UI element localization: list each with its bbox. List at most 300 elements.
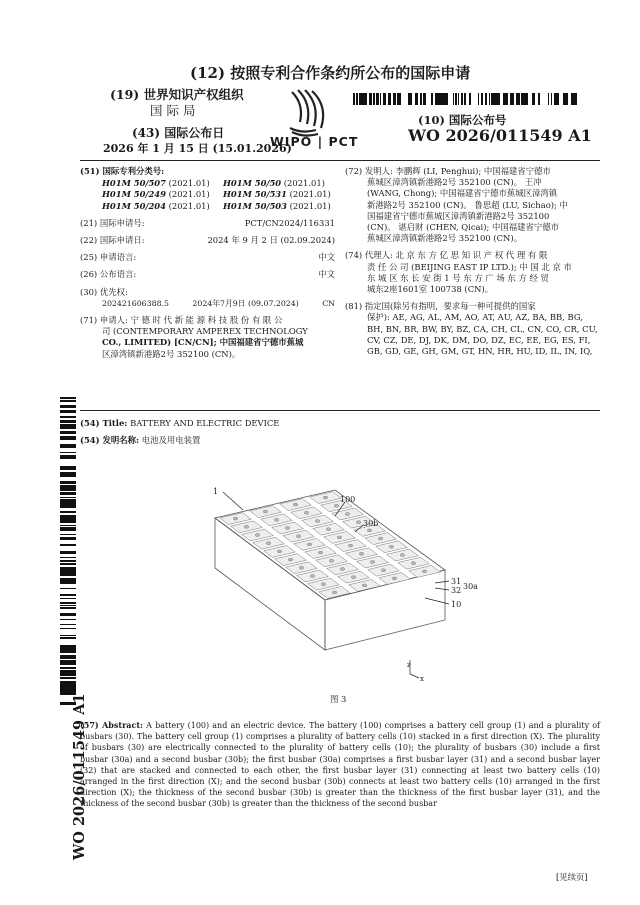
cell-vent — [362, 584, 366, 587]
designated-text-3: BH, BN, BR, BW, BY, BZ, CA, CH, CL, CN, CO, CR, CU, — [367, 323, 598, 334]
pubdate-value: 2026 年 1 月 15 日 (15.01.2026) — [103, 142, 292, 155]
side-barcode-bar — [60, 506, 76, 508]
barcode-bar — [408, 93, 410, 105]
barcode-bar — [353, 93, 354, 105]
side-barcode-bar — [60, 529, 76, 531]
side-barcode-bar — [60, 687, 76, 688]
side-barcode-bar — [60, 410, 76, 411]
barcode-bar — [364, 93, 366, 105]
barcode-bar — [564, 93, 566, 105]
priority-country: CN — [322, 298, 335, 308]
barcode-bar — [575, 93, 576, 105]
side-barcode-bar — [60, 569, 76, 570]
side-barcode-bar — [60, 438, 76, 440]
side-barcode-bar — [60, 422, 76, 423]
side-barcode-bar — [60, 485, 76, 486]
side-barcode-bar — [60, 534, 76, 535]
side-barcode-bar — [60, 437, 76, 438]
barcode-bar — [456, 93, 457, 105]
cell-vent — [378, 537, 382, 540]
cell-vent — [307, 543, 311, 546]
barcode-bar — [510, 93, 511, 105]
barcode-bar — [390, 93, 391, 105]
side-barcode-bar — [60, 446, 76, 448]
designated-text-1: (除另有指明，要求每一种可提供的国家 — [389, 301, 536, 312]
side-barcode-bar — [60, 605, 76, 606]
agent-label: (74) 代理人: — [345, 250, 393, 261]
side-barcode-bar — [60, 628, 76, 629]
cell-vent — [348, 544, 352, 547]
applicant-text-3: CO., LIMITED) [CN/CN]; 中国福建省宁德市蕉城 — [102, 337, 304, 348]
barcode-bar — [556, 93, 558, 105]
side-barcode-bar — [60, 598, 76, 599]
barcode-bar — [485, 93, 487, 105]
barcode-bar — [532, 93, 534, 105]
pubdate-label: (43) 国际公布日 — [132, 126, 225, 140]
side-barcode-bar — [60, 521, 76, 523]
barcode-bar — [519, 93, 520, 105]
side-barcode-bar — [60, 467, 76, 469]
cell-vent — [285, 527, 289, 530]
side-barcode-bar — [60, 502, 76, 503]
side-barcode-bar — [60, 560, 76, 562]
barcode-bar — [576, 93, 577, 105]
side-barcode-bar — [60, 494, 76, 495]
barcode-bar — [393, 93, 395, 105]
applang-row — [80, 252, 335, 263]
side-barcode-bar — [60, 690, 76, 691]
side-barcode-bar — [60, 685, 76, 687]
barcode-bar — [493, 93, 495, 105]
barcode-bar — [432, 93, 433, 105]
priority-row — [80, 298, 335, 309]
side-barcode-bar — [60, 424, 76, 426]
inventors-block — [345, 166, 600, 244]
barcode-bar — [435, 93, 437, 105]
side-barcode-bar — [60, 551, 76, 552]
cn-title-label: (54) 发明名称: — [80, 435, 140, 445]
publang-label: (26) 公布语言: — [80, 269, 137, 280]
side-barcode-bar — [60, 655, 76, 656]
side-barcode-bar — [60, 475, 76, 477]
side-barcode-bar — [60, 433, 76, 434]
side-barcode-bar — [60, 581, 76, 582]
cell-vent — [334, 504, 338, 507]
barcode-bar — [395, 93, 396, 105]
barcode-bar — [370, 93, 372, 105]
barcode-bar — [563, 93, 564, 105]
label-32: 32 — [451, 586, 462, 595]
barcode-bar — [551, 93, 552, 105]
label-31: 31 — [451, 577, 462, 586]
barcode-bar — [380, 93, 381, 105]
barcode-bar — [518, 93, 519, 105]
label-30a: 30a — [463, 582, 478, 591]
barcode-bar — [366, 93, 367, 105]
side-barcode-bar — [60, 411, 76, 412]
inventors-text-7: 蕉城区漳湾镇新港路2号 352100 (CN)。 — [367, 233, 523, 244]
cell-vent — [266, 542, 270, 545]
cell-vent — [233, 517, 237, 520]
barcode-bar — [440, 93, 441, 105]
barcode-bar — [373, 93, 375, 105]
barcode-bar — [507, 93, 508, 105]
side-barcode-bar — [60, 469, 76, 470]
barcode-bar — [513, 93, 514, 105]
inventors-text-1: 李鹏辉 (LI, Penghui); 中国福建省宁德市 — [395, 166, 551, 176]
barcode-bar — [539, 93, 540, 105]
leader-1 — [223, 492, 243, 510]
barcode-bar — [571, 93, 573, 105]
barcode-bar — [538, 93, 539, 105]
barcode-bar — [439, 93, 440, 105]
cell-vent — [411, 562, 415, 565]
side-barcode-bar — [60, 420, 76, 422]
title-cn — [80, 435, 200, 446]
agent-text-2: 责 任 公 司 (BEIJING EAST IP LTD.); 中 国 北 京 市 — [367, 261, 572, 272]
side-barcode-bar — [60, 649, 76, 650]
side-barcode-bar — [60, 661, 76, 663]
ipc-code: H01M 50/503 (2021.01) — [223, 200, 331, 211]
barcode-bar — [464, 93, 466, 105]
inventors-text-2: 蕉城区漳湾镇新港路2号 352100 (CN)。 王冲 — [367, 177, 542, 188]
side-barcode-bar — [60, 660, 76, 661]
side-barcode-bar — [60, 486, 76, 488]
cell-vent — [422, 570, 426, 573]
cell-vent — [293, 503, 297, 506]
inventors-text-3: (WANG, Chong); 中国福建省宁德市蕉城区漳湾镇 — [367, 188, 558, 199]
designated-label: (81) 指定国 — [345, 301, 390, 312]
barcode-bar — [354, 93, 355, 105]
side-barcode — [60, 395, 76, 705]
barcode-bar — [397, 93, 398, 105]
barcode-bar — [388, 93, 389, 105]
axis-x-line — [410, 674, 419, 678]
side-barcode-bar — [60, 583, 76, 584]
side-barcode-bar — [60, 563, 76, 565]
appno-label: (21) 国际申请号: — [80, 217, 145, 228]
barcode-bar — [443, 93, 444, 105]
title-label: (54) Title: — [80, 418, 128, 428]
appdate-label: (22) 国际申请日: — [80, 235, 145, 246]
agent-block — [345, 250, 600, 295]
org-bureau: 国 际 局 — [150, 103, 196, 118]
cell-vent — [400, 554, 404, 557]
side-barcode-bar — [60, 670, 76, 672]
barcode-bar — [423, 93, 425, 105]
side-barcode-bar — [60, 570, 76, 572]
inventors-label: (72) 发明人: — [345, 166, 393, 176]
barcode-bar — [511, 93, 512, 105]
side-barcode-bar — [60, 517, 76, 519]
barcode — [352, 90, 577, 102]
side-barcode-bar — [60, 667, 76, 669]
applang-value: 中文 — [318, 252, 335, 263]
designated-text-5: GB, GD, GE, GH, GM, GT, HN, HR, HU, ID, IL, IN, IQ, — [367, 346, 593, 357]
barcode-bar — [447, 93, 448, 105]
side-barcode-bar — [60, 537, 76, 539]
agent-text-1: 北 京 东 方 亿 思 知 识 产 权 代 理 有 限 — [395, 250, 548, 261]
side-barcode-bar — [60, 481, 76, 483]
barcode-bar — [495, 93, 496, 105]
figure — [195, 470, 480, 690]
cell-vent — [315, 520, 319, 523]
cell-vent — [359, 552, 363, 555]
cell-vent — [318, 551, 322, 554]
side-barcode-bar — [60, 489, 76, 491]
barcode-bar — [420, 93, 422, 105]
ipc-code: H01M 50/507 (2021.01) — [102, 178, 210, 189]
title-rule — [80, 410, 600, 411]
pubnum-value: WO 2026/011549 A1 — [408, 126, 592, 145]
side-barcode-bar — [60, 688, 76, 690]
barcode-bar — [523, 93, 525, 105]
side-barcode-bar — [60, 452, 76, 453]
abstract-label: (57) Abstract: — [80, 720, 144, 730]
barcode-bar — [525, 93, 526, 105]
pubnum-label: (10) 国际公布号 — [418, 113, 507, 127]
side-barcode-bar — [60, 412, 76, 413]
side-barcode-bar — [60, 445, 76, 446]
barcode-bar — [505, 93, 507, 105]
barcode-bar — [356, 93, 358, 105]
side-barcode-bar — [60, 683, 76, 685]
applicant-label: (71) 申请人: — [80, 315, 128, 326]
publang-value: 中文 — [318, 269, 335, 280]
side-barcode-bar — [60, 511, 76, 513]
side-barcode-bar — [60, 431, 76, 433]
barcode-bar — [383, 93, 384, 105]
barcode-bar — [431, 93, 432, 105]
barcode-bar — [526, 93, 528, 105]
abstract — [80, 720, 600, 810]
side-barcode-bar — [60, 557, 76, 558]
side-barcode-bar — [60, 544, 76, 546]
side-barcode-bar — [60, 572, 76, 574]
label-1: 1 — [213, 487, 219, 496]
barcode-bar — [411, 93, 412, 105]
cell-vent — [296, 535, 300, 538]
side-barcode-bar — [60, 488, 76, 489]
leader-31 — [435, 581, 449, 583]
inventors-text-4: 新港路2号 352100 (CN)。 鲁思超 (LU, Sichao); 中 — [367, 199, 568, 210]
side-barcode-graphic — [60, 395, 76, 705]
barcode-bar — [461, 93, 463, 105]
barcode-bar — [377, 93, 379, 105]
cell-vent — [381, 569, 385, 572]
side-barcode-bar — [60, 624, 76, 625]
barcode-bar — [455, 93, 456, 105]
barcode-bar — [491, 93, 493, 105]
barcode-bar — [534, 93, 535, 105]
side-barcode-bar — [60, 650, 76, 652]
barcode-bar — [496, 93, 497, 105]
side-barcode-bar — [60, 503, 76, 504]
side-barcode-bar — [60, 428, 76, 429]
applicant-text-2: 司 (CONTEMPORARY AMPEREX TECHNOLOGY — [102, 326, 308, 337]
barcode-bar — [446, 93, 447, 105]
label-10: 10 — [451, 600, 462, 609]
cell-vent — [321, 583, 325, 586]
ipc-list — [80, 178, 335, 212]
barcode-bar — [516, 93, 518, 105]
abstract-text: A battery (100) and an electric device. The battery (100) comprises a battery cell group (1) and a plurality of busbars (30). The battery cell group (1) comprises a plurality of battery cells (10) stacked in a first direction (X). The plurality of busbars (30) are electrically connected to the plurality of battery cells (10); the plurality of busbars (30) include a first busbar (30a) and a second busbar (30b); the first busbar (30a) comprises a first busbar layer (31) and a second busbar layer (32) that are stacked and connected to each other, the first busbar layer (31) connecting at least two battery cells (10) arranged in the first direction (X); and the second busbar (30b) connects at least two battery cells (10) arranged in the first direction (X); the thickness of the second busbar (30b) is greater than the thickness of the first busbar layer (31), and the thickness of the second busbar (30b) is greater than the thickness of the second busbar — [80, 721, 601, 809]
cell-vent — [340, 568, 344, 571]
ipc-label: (51) 国际专利分类号: — [80, 166, 165, 176]
ipc-code: H01M 50/249 (2021.01) — [102, 189, 210, 200]
barcode-bar — [574, 93, 575, 105]
label-100: 100 — [340, 495, 356, 504]
side-barcode-bar — [60, 483, 76, 484]
cell-vent — [389, 545, 393, 548]
agent-text-4: 城东2座1601室 100738 (CN)。 — [367, 284, 494, 295]
ipc-code: H01M 50/50 (2021.01) — [223, 178, 325, 189]
barcode-bar — [573, 93, 574, 105]
barcode-bar — [361, 93, 362, 105]
barcode-bar — [503, 93, 505, 105]
side-barcode-bar — [60, 436, 76, 437]
side-barcode-bar — [60, 663, 76, 665]
barcode-bar — [521, 93, 523, 105]
appno-value: PCT/CN2024/116331 — [244, 217, 335, 228]
side-barcode-bar — [60, 677, 76, 679]
side-barcode-bar — [60, 504, 76, 506]
title-en — [80, 418, 279, 429]
ipc-row — [102, 189, 335, 200]
label-axis-z: z — [407, 661, 411, 669]
side-barcode-bar — [60, 645, 76, 647]
barcode-bar — [478, 93, 479, 105]
cell-vent — [263, 510, 267, 513]
cell-vent — [299, 566, 303, 569]
side-barcode-bar — [60, 397, 76, 399]
side-barcode-bar — [60, 672, 76, 673]
barcode-bar — [415, 93, 416, 105]
designated-text-2: 保护): AE, AG, AL, AM, AO, AT, AU, AZ, BA, BB, BG, — [367, 312, 583, 323]
side-barcode-bar — [60, 525, 76, 526]
barcode-bar — [566, 93, 567, 105]
side-barcode-bar — [60, 492, 76, 494]
side-barcode-bar — [60, 519, 76, 521]
cell-vent — [367, 529, 371, 532]
appdate-row — [80, 235, 335, 246]
side-barcode-bar — [60, 588, 76, 589]
side-barcode-bar — [60, 497, 76, 498]
side-barcode-bar — [60, 681, 76, 683]
barcode-bar — [398, 93, 399, 105]
cell-vent — [288, 558, 292, 561]
side-barcode-bar — [60, 455, 76, 457]
applang-label: (25) 申请语言: — [80, 252, 137, 263]
applicant-text-4: 区漳湾镇新港路2号 352100 (CN)。 — [102, 348, 241, 359]
side-barcode-bar — [60, 416, 76, 418]
cell-vent — [370, 561, 374, 564]
figure-caption: 图 3 — [330, 694, 347, 704]
right-column — [345, 166, 600, 357]
cell-vent — [351, 576, 355, 579]
side-barcode-bar — [60, 472, 76, 473]
side-barcode-bar — [60, 656, 76, 657]
side-barcode-bar — [60, 473, 76, 475]
org-name: (19) 世界知识产权组织 — [110, 87, 244, 102]
side-barcode-bar — [60, 401, 76, 402]
side-barcode-bar — [60, 675, 76, 676]
document-title: (12) 按照专利合作条约所公布的国际申请 — [190, 64, 471, 82]
barcode-bar — [453, 93, 454, 105]
barcode-bar — [499, 93, 500, 105]
barcode-bar — [489, 93, 490, 105]
agent-text-3: 东 城 区 东 长 安 街 1 号 东 方 广 场 东 方 经 贸 — [367, 272, 549, 283]
barcode-bar — [376, 93, 377, 105]
priority-number: 202421606388.5 — [102, 298, 169, 308]
battery-drawing — [195, 470, 480, 690]
title-value: BATTERY AND ELECTRIC DEVICE — [130, 418, 280, 428]
side-barcode-bar — [60, 619, 76, 620]
barcode-bar — [437, 93, 438, 105]
cell-vent — [332, 591, 336, 594]
cell-vent — [310, 575, 314, 578]
side-pubnum-text: WO 2026/011549 A1 — [71, 693, 88, 860]
inventors-text-6: (CN)。 谌启财 (CHEN, Qicai); 中国福建省宁德市 — [367, 222, 559, 233]
cell-vent — [244, 525, 248, 528]
side-barcode-bar — [60, 466, 76, 467]
side-pubnum — [58, 693, 88, 860]
barcode-bar — [362, 93, 364, 105]
cell-vent — [337, 536, 341, 539]
cell-vent — [255, 534, 259, 537]
side-barcode-bar — [60, 426, 76, 428]
barcode-bar — [441, 93, 443, 105]
side-barcode-bar — [60, 578, 76, 579]
barcode-bar — [389, 93, 390, 105]
header-rule — [80, 160, 600, 161]
side-barcode-bar — [60, 673, 76, 675]
ipc-row — [102, 201, 335, 212]
cell-vent — [304, 511, 308, 514]
side-barcode-bar — [60, 407, 76, 408]
left-column — [80, 166, 335, 360]
inventors-text-5: 国福建省宁德市蕉城区漳湾镇新港路2号 352100 — [367, 210, 550, 221]
side-barcode-bar — [60, 582, 76, 583]
side-barcode-bar — [60, 501, 76, 502]
barcode-bar — [359, 93, 361, 105]
barcode-bar — [416, 93, 418, 105]
side-barcode-bar — [60, 400, 76, 401]
priority-date: 2024年7月9日 (09.07.2024) — [192, 298, 299, 308]
side-barcode-bar — [60, 637, 76, 639]
barcode-bar — [458, 93, 459, 105]
side-barcode-bar — [60, 552, 76, 554]
priority-label: (30) 优先权: — [80, 286, 128, 297]
applicant-text-1: 宁 德 时 代 新 能 源 科 技 股 份 有 限 公 — [130, 315, 283, 326]
barcode-bar — [410, 93, 411, 105]
side-barcode-bar — [60, 647, 76, 649]
side-barcode-bar — [60, 613, 76, 614]
appno-row — [80, 218, 335, 229]
barcode-bar — [497, 93, 499, 105]
side-barcode-bar — [60, 457, 76, 459]
barcode-bar — [469, 93, 471, 105]
side-barcode-bar — [60, 515, 76, 517]
side-barcode-bar — [60, 539, 76, 540]
side-barcode-bar — [60, 594, 76, 596]
cell-vent — [356, 521, 360, 524]
side-barcode-bar — [60, 405, 76, 407]
side-barcode-bar — [60, 635, 76, 636]
cell-vent — [345, 513, 349, 516]
ipc-code: H01M 50/204 (2021.01) — [102, 200, 210, 211]
barcode-bar — [481, 93, 483, 105]
